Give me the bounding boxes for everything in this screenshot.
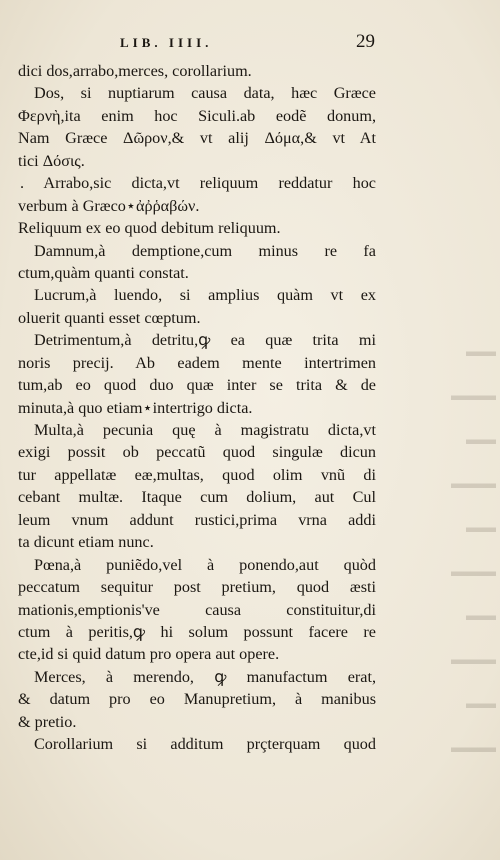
text-line: cebant multæ. Itaque cum dolium, aut Cul — [18, 488, 376, 507]
text-line: mationis,emptionis've causa constituitur,di — [18, 600, 376, 619]
text-line: leum vnum addunt rustici,prima vrna addi — [18, 510, 376, 529]
text-line: Lucrum,à luendo, si amplius quàm vt ex — [34, 286, 376, 305]
text-line: ctum,quàm quanti constat. — [18, 263, 189, 282]
text-line: ta dicunt etiam nunc. — [18, 533, 154, 552]
text-line: tici Δόσις. — [18, 151, 85, 170]
text-line: Merces, à merendo, ꝙ manufactum erat, — [34, 667, 376, 686]
text-line: tum,ab eo quod duo quæ inter se trita & de — [18, 376, 376, 395]
page-number: 29 — [356, 31, 375, 52]
text-line: Damnum,à demptione,cum minus re fa — [34, 241, 376, 260]
running-head — [20, 31, 375, 55]
text-line: Φερνὴ,ita enim hoc Siculi.ab eodẽ donum, — [18, 106, 376, 125]
text-line: Reliquum ex eo quod debitum reliquum. — [18, 219, 281, 238]
body-text — [18, 60, 376, 756]
text-line: minuta,à quo etiam⋆intertrigo dicta. — [18, 398, 253, 417]
text-line: Nam Græce Δῶρον,& vt alij Δόμα,& vt At — [18, 129, 376, 148]
text-line: noris precij. Ab eadem mente intertrimen — [18, 353, 376, 372]
text-line: Detrimentum,à detritu,ꝙ ea quæ trita mi — [34, 331, 376, 350]
text-line: ctum à peritis,ꝙ hi solum possunt facere re — [18, 622, 376, 641]
text-line: . Arrabo,sic dicta,vt reliquum reddatur hoc — [20, 174, 376, 193]
text-line: Dos, si nuptiarum causa data, hæc Græce — [34, 84, 376, 103]
show-through-bleed: ▬▬ ▬▬▬ ▬▬ ▬▬▬ ▬▬ ▬▬▬ ▬▬ ▬▬▬ ▬▬ ▬▬▬ — [451, 344, 496, 756]
text-line: oluerit quanti esset cœptum. — [18, 308, 201, 327]
running-title: LIB. IIII. — [120, 35, 213, 50]
text-line: & datum pro eo Manupretium, à manibus — [18, 690, 376, 709]
text-line: tur appellatæ eæ,multas, quod olim vnũ di — [18, 465, 376, 484]
text-line: cte,id si quid datum pro opera aut opere. — [18, 645, 280, 664]
text-line: & pretio. — [18, 712, 77, 731]
text-line: Corollarium si additum prçterquam quod — [34, 735, 376, 754]
text-line: exigi possit ob peccatũ quod singulæ dicun — [18, 443, 376, 462]
text-line: Pœna,à puniẽdo,vel à ponendo,aut quòd — [34, 555, 376, 574]
text-line: dici dos,arrabo,merces, corollarium. — [18, 62, 252, 80]
text-line: verbum à Græco⋆ἀῤῥαβών. — [18, 196, 200, 215]
text-line: Multa,à pecunia quę à magistratu dicta,vt — [34, 421, 376, 439]
text-line: peccatum sequitur post pretium, quod æsti — [18, 578, 376, 597]
